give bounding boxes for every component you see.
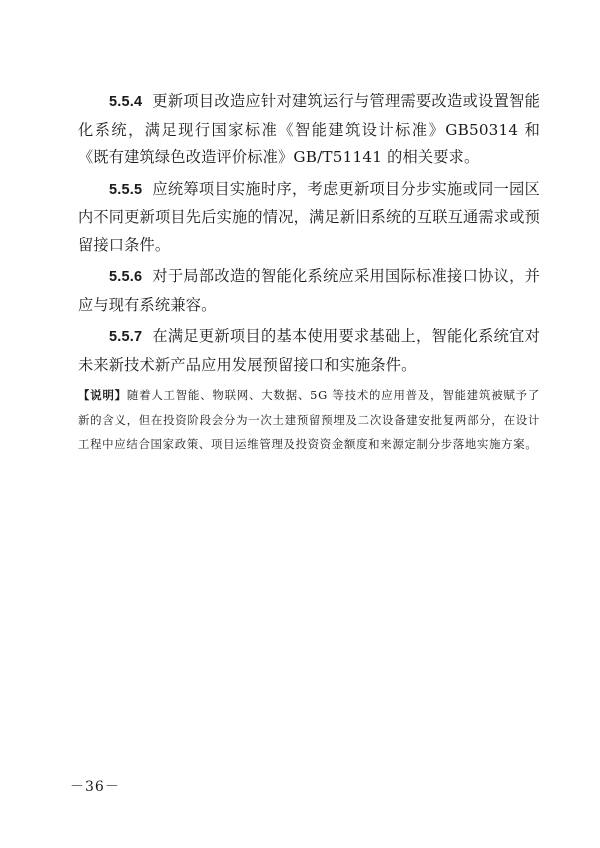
document-body: [78, 88, 540, 457]
clause-number: 5.5.5: [109, 181, 143, 198]
clause-text: 应统筹项目实施时序，考虑更新项目分步实施或同一园区内不同更新项目先后实施的情况，满足新旧系统的互联互通需求或预留接口条件。: [78, 179, 540, 254]
page-number: －36－: [70, 779, 120, 795]
clause-number: 5.5.4: [109, 94, 143, 110]
clause-text: 在满足更新项目的基本使用要求基础上，智能化系统宜对未来新技术新产品应用发展预留接口和实施条件。: [78, 327, 540, 374]
clause-5-5-7: [78, 323, 540, 379]
note-text: 随着人工智能、物联网、大数据、5G 等技术的应用普及，智能建筑被赋予了新的含义，但在投资阶段会分为一次土建预留预埋及二次设备建安批复两部分，在设计工程中应结合国家政策、项目运维管理及投资资金额度和来源定制分步落地实施方案。: [78, 388, 540, 452]
explanatory-note: [78, 383, 540, 457]
note-label: 【说明】: [78, 388, 127, 402]
clause-5-5-5: [78, 176, 540, 260]
clause-number: 5.5.6: [109, 269, 143, 285]
clause-number: 5.5.7: [109, 329, 143, 345]
clause-5-5-6: [78, 263, 540, 319]
clause-text: 更新项目改造应针对建筑运行与管理需要改造或设置智能化系统，满足现行国家标准《智能建筑设计标准》GB50314 和《既有建筑绿色改造评价标准》GB/T51141 的相关要求。: [78, 92, 540, 166]
clause-text: 对于局部改造的智能化系统应采用国际标准接口协议，并应与现有系统兼容。: [78, 267, 540, 314]
clause-5-5-4: [78, 88, 540, 172]
